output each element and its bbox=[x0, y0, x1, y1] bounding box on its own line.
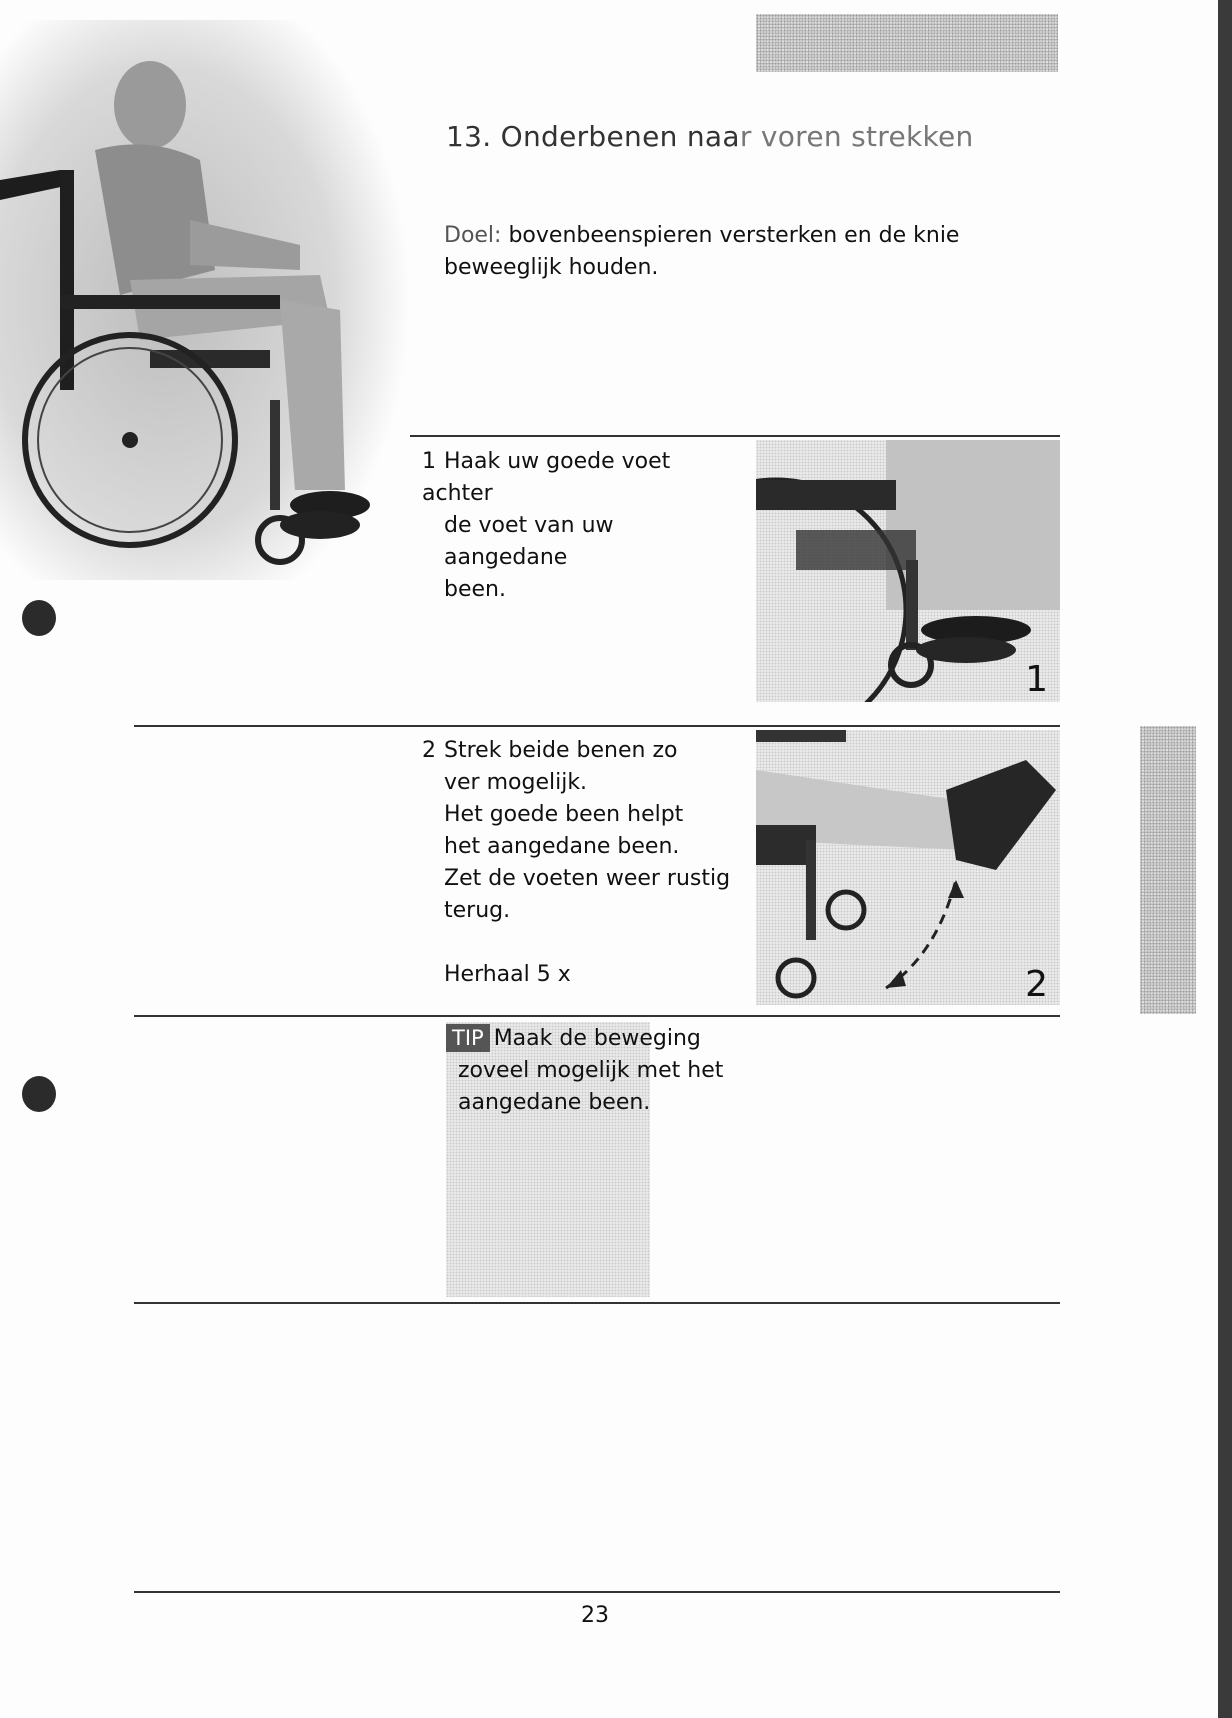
goal-label: Doel: bbox=[444, 223, 502, 248]
step-1-line-3: been. bbox=[444, 577, 506, 602]
tip-line-2: zoveel mogelijk met het bbox=[458, 1058, 724, 1083]
side-tab bbox=[1140, 726, 1196, 1014]
tip-line-1: Maak de beweging bbox=[493, 1026, 701, 1051]
step-2-photo bbox=[756, 730, 1060, 1005]
divider-tip bbox=[134, 1015, 1060, 1017]
step-2-line-6: terug. bbox=[444, 898, 511, 923]
step-1-number: 1 bbox=[422, 449, 436, 474]
step-2-line-1: Strek beide benen zo bbox=[444, 738, 678, 763]
tip-line-3: aangedane been. bbox=[458, 1090, 651, 1115]
step-2-line-4: het aangedane been. bbox=[444, 834, 680, 859]
step-2-line-3: Het goede been helpt bbox=[444, 802, 684, 827]
divider-footer bbox=[134, 1591, 1060, 1593]
step-2-line-2: ver mogelijk. bbox=[444, 770, 588, 795]
step-1 bbox=[422, 446, 742, 606]
tip-text bbox=[446, 1022, 746, 1119]
goal-paragraph bbox=[444, 220, 964, 284]
punch-hole-top bbox=[22, 600, 56, 636]
tip-badge: TIP bbox=[446, 1024, 490, 1052]
page-number: 23 bbox=[581, 1603, 609, 1628]
step-2-number: 2 bbox=[422, 738, 436, 763]
step-1-photo bbox=[756, 440, 1060, 702]
header-tab bbox=[756, 14, 1058, 72]
step-1-line-2: de voet van uw aangedane bbox=[444, 513, 614, 570]
step-1-line-1: Haak uw goede voet achter bbox=[422, 449, 671, 506]
wheelchair-illustration bbox=[0, 20, 410, 580]
figure-number-1: 1 bbox=[1025, 659, 1048, 700]
goal-text: bovenbeenspieren versterken en de knie beweeglijk houden. bbox=[444, 223, 960, 280]
step-2-repeat: Herhaal 5 x bbox=[444, 962, 571, 987]
step-2 bbox=[422, 735, 742, 991]
divider-step-2 bbox=[134, 725, 1060, 727]
step-2-line-5: Zet de voeten weer rustig bbox=[444, 866, 731, 891]
scan-edge bbox=[1218, 0, 1232, 1718]
title-main: 13. Onderbenen naa bbox=[446, 120, 740, 153]
punch-hole-bottom bbox=[22, 1076, 56, 1112]
figure-number-2: 2 bbox=[1025, 964, 1048, 1005]
page-title bbox=[446, 120, 1006, 153]
divider-step-1 bbox=[410, 435, 1060, 437]
title-faded: r voren strekken bbox=[739, 120, 974, 153]
divider-end bbox=[134, 1302, 1060, 1304]
